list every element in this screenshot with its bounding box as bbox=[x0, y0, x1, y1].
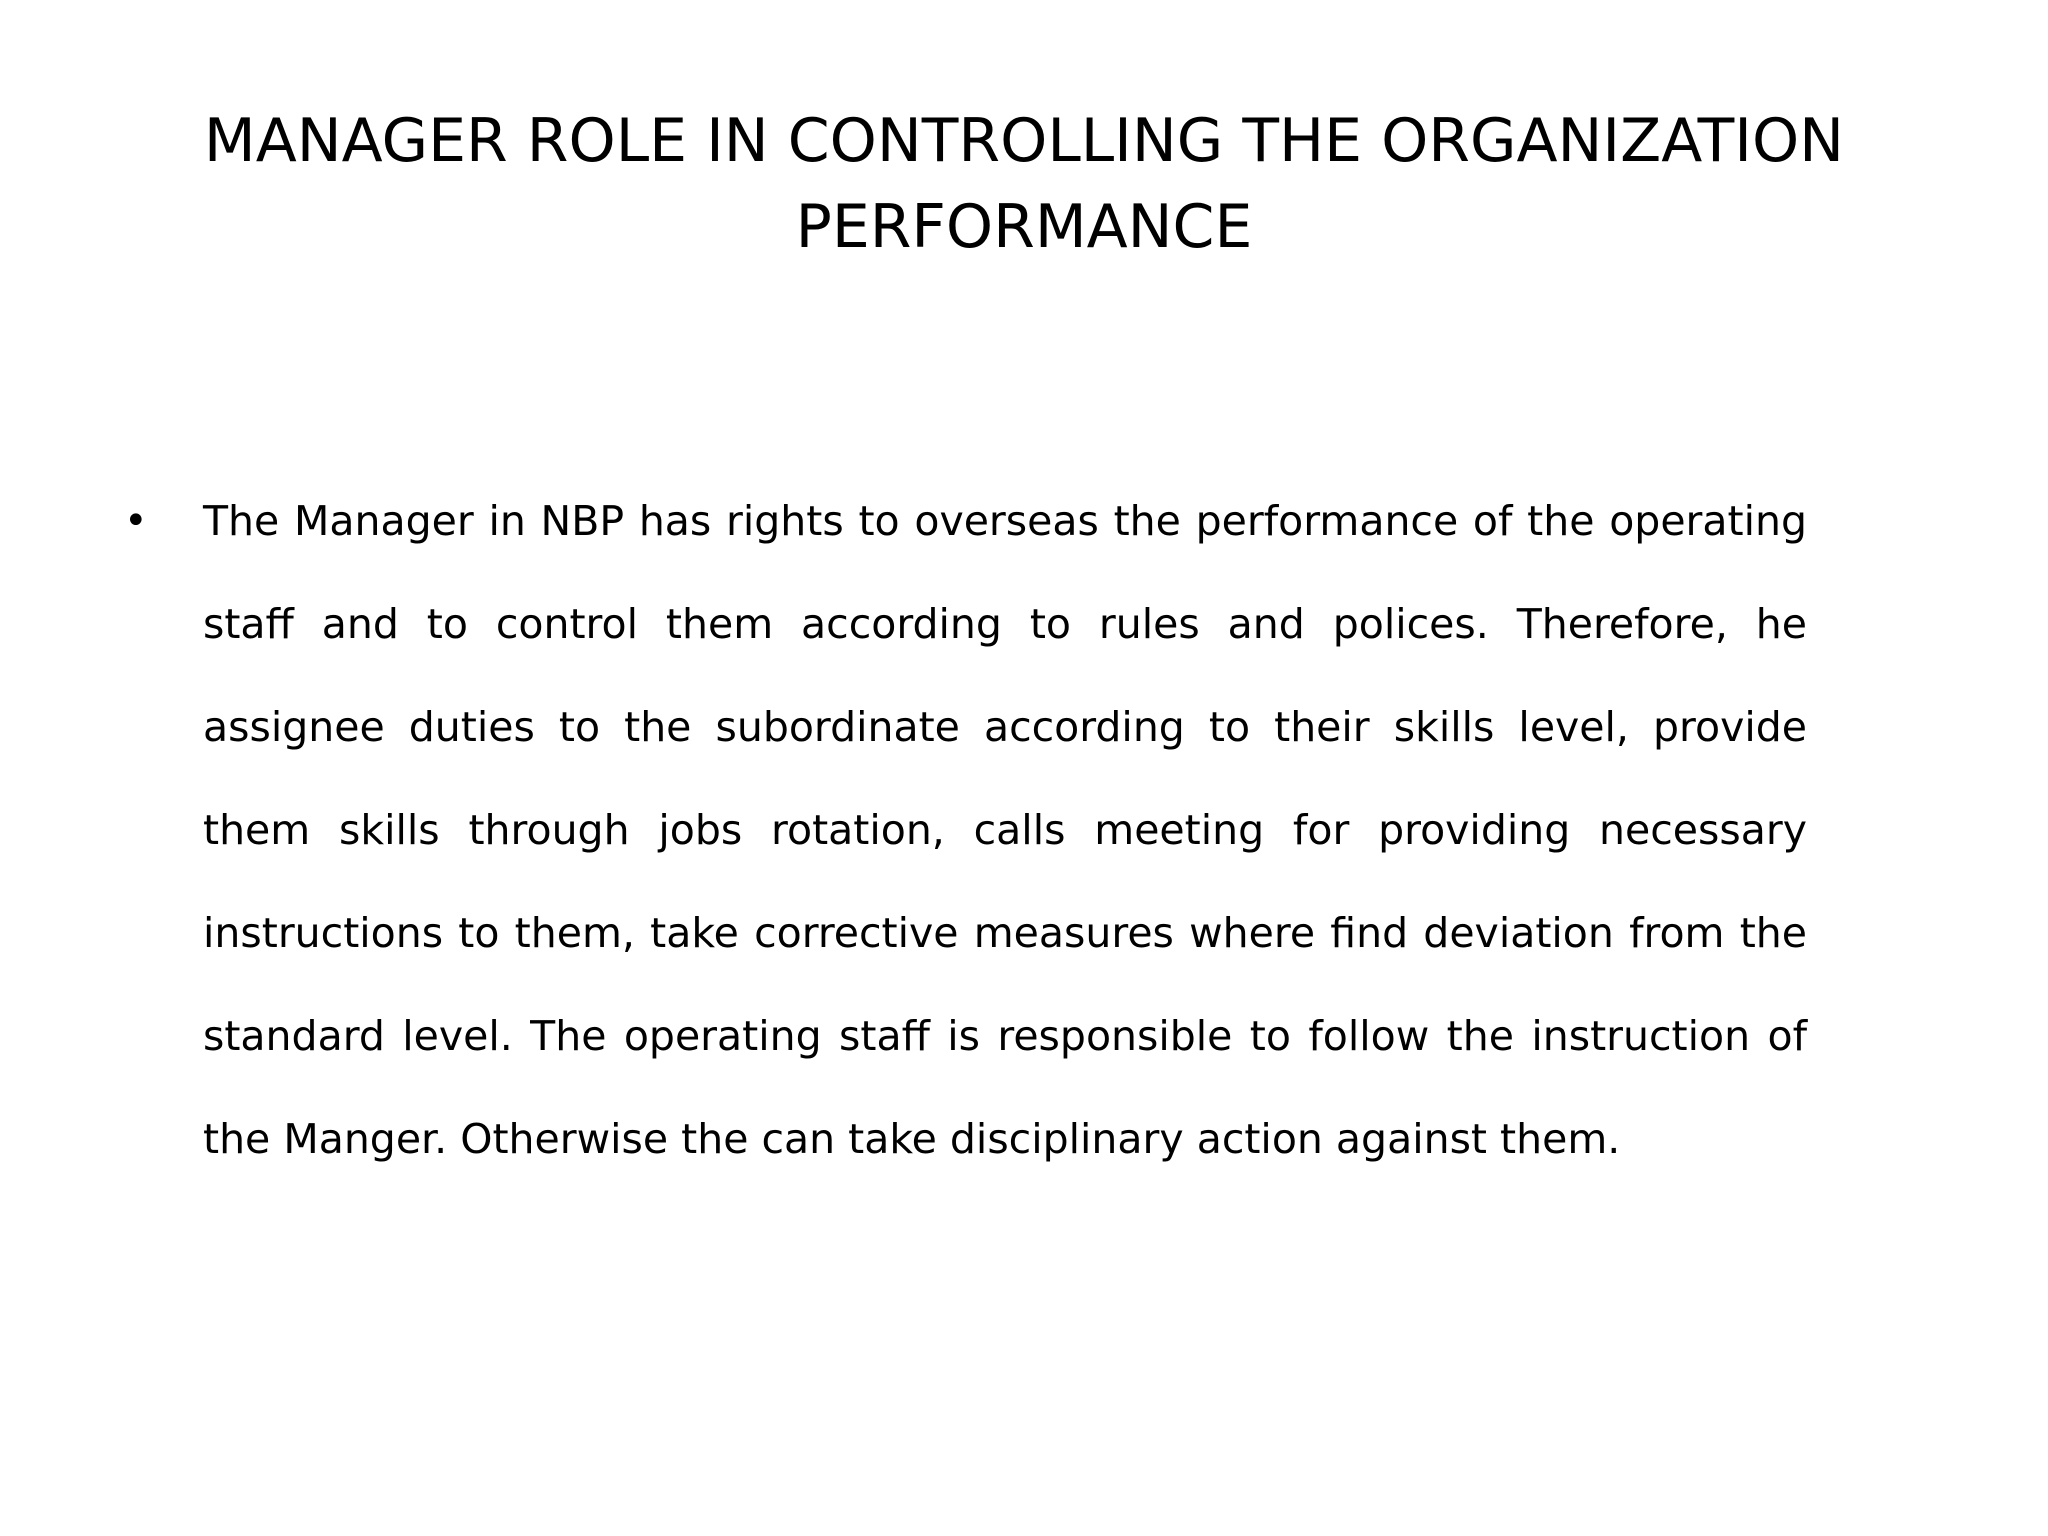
slide-title: MANAGER ROLE IN CONTROLLING THE ORGANIZATION PERFORMANCE bbox=[203, 106, 1845, 262]
bullet-marker: • bbox=[124, 498, 148, 544]
bullet-paragraph: The Manager in NBP has rights to overseas the performance of the operating staff and to control them according to rules and polices. Therefore, he assignee duties to the subordinate according to their skills level, provide them skills through jobs rotation, calls meeting for providing necessary instructions to them, take corrective measures where find deviation from the standard level. The operating staff is responsible to follow the instruction of the Manger. Otherwise the can take disciplinary action against them. bbox=[203, 497, 1807, 1163]
